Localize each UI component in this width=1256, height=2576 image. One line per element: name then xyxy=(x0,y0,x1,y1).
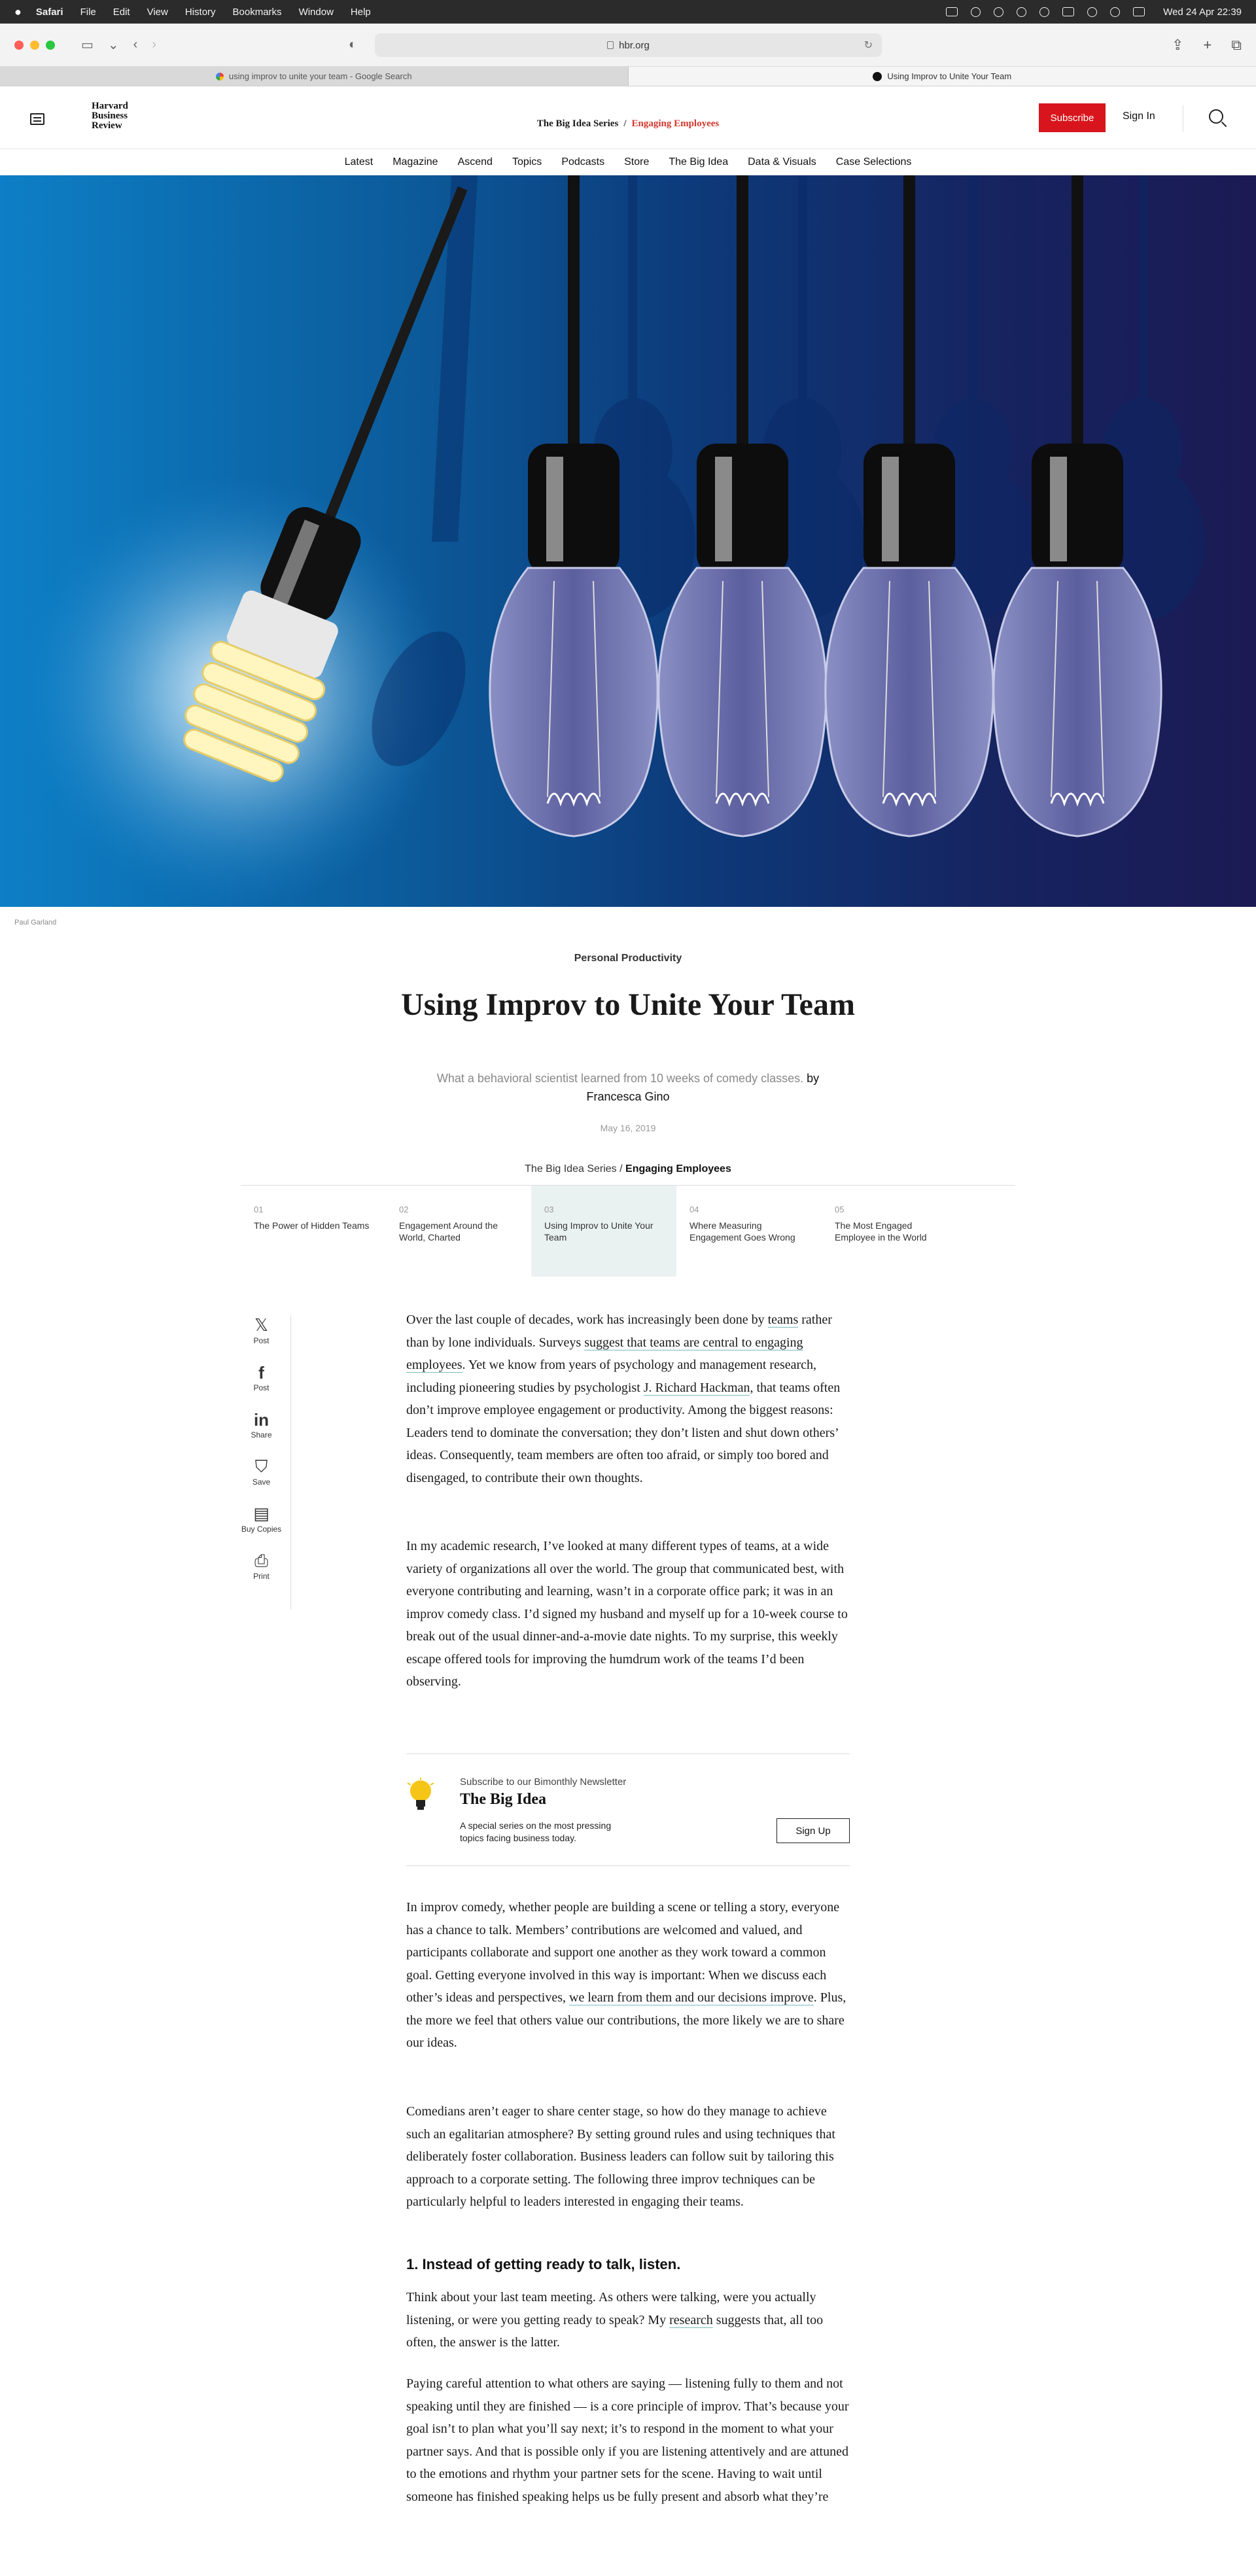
facebook-icon: f xyxy=(258,1363,264,1383)
menu-history[interactable]: History xyxy=(184,6,216,18)
share-icon[interactable]: ⇪ xyxy=(1171,36,1184,53)
newsletter-kicker: Subscribe to our Bimonthly Newsletter xyxy=(460,1776,627,1788)
minimize-window-button[interactable] xyxy=(30,41,39,50)
nav-ascend[interactable]: Ascend xyxy=(457,156,493,168)
paragraph-text: Over the last couple of decades, work has increasingly been done by xyxy=(406,1313,768,1327)
newsletter-title: The Big Idea xyxy=(460,1791,547,1808)
nav-podcasts[interactable]: Podcasts xyxy=(561,156,605,168)
share-linkedin-button[interactable] xyxy=(232,1409,290,1439)
article-paragraph xyxy=(406,1896,850,2055)
lock-icon xyxy=(607,41,614,49)
series-item-title: The Most Engaged Employee in the World xyxy=(835,1220,927,1243)
article-paragraph: Paying careful attention to what others are saying — listening fully to them and not speaking until they are finished — is a core principle of improv. That’s because your goal isn’t to plan what you’ll say next; it’s to respond in the moment to what your partner says. And that is possible only if you are listening attentively and are attuned to the emotions and rhythm your partner sets for the scene. Having to wait until someone has finished speaking helps us be fully present and absorb what they’re xyxy=(406,2376,849,2504)
inline-link[interactable]: research xyxy=(669,2312,713,2327)
section-heading: 1. Instead of getting ready to talk, listen. xyxy=(406,2256,681,2272)
series-item-number: 03 xyxy=(544,1205,554,1214)
forward-button[interactable]: › xyxy=(152,37,157,52)
hbr-favicon-icon xyxy=(873,72,882,81)
nav-magazine[interactable]: Magazine xyxy=(392,156,438,168)
address-bar[interactable] xyxy=(375,33,882,57)
series-item-number: 02 xyxy=(399,1205,409,1214)
paragraph-text: , that teams often don’t improve employee engagement or productivity. Among the biggest reasons: Leaders tend to dominate the conversation; they don’t listen and shut down others’ ideas. Consequently, team members are often too afraid, or simply too bored and disengaged, to contribute their own thoughts. xyxy=(406,1380,841,1485)
series-name[interactable]: Engaging Employees xyxy=(625,1163,731,1174)
wifi-icon[interactable] xyxy=(1087,7,1097,17)
inline-link[interactable]: we learn from them and our decisions improve xyxy=(569,1990,814,2005)
article-dek xyxy=(392,1069,864,1106)
linkedin-icon: in xyxy=(253,1410,270,1430)
share-label: Buy Copies xyxy=(241,1525,282,1534)
sign-up-button[interactable]: Sign Up xyxy=(776,1818,850,1843)
inline-link[interactable]: suggest that teams are central to engaging employees xyxy=(406,1335,803,1372)
google-favicon-icon xyxy=(216,73,224,80)
zoom-window-button[interactable] xyxy=(46,41,55,50)
tab-grid-icon[interactable]: ⧉ xyxy=(1231,36,1242,53)
series-label-link[interactable]: The Big Idea Series xyxy=(536,118,619,129)
share-label: Save xyxy=(252,1477,271,1487)
lightbulb-icon xyxy=(406,1778,435,1812)
paragraph-text: In improv comedy, whether people are building a scene or telling a story, everyone has a chance to talk. Members’ contributions are welcomed and valued, and participants collaborate and support one another as they work toward a common goal. Getting everyone involved in this way is important: When we discuss each other’s ideas and perspectives, xyxy=(406,1900,840,2005)
article-title: Using Improv to Unite Your Team xyxy=(401,987,855,1022)
series-item-current[interactable] xyxy=(531,1186,676,1277)
menu-file[interactable]: File xyxy=(80,6,96,18)
battery-icon[interactable] xyxy=(1062,7,1074,16)
menu-window[interactable]: Window xyxy=(298,6,334,18)
series-separator: / xyxy=(619,1163,623,1174)
topic-kicker[interactable]: Personal Productivity xyxy=(574,953,682,964)
paragraph-text: rather than by lone individuals. Surveys xyxy=(406,1313,832,1350)
nav-store[interactable]: Store xyxy=(624,156,650,168)
subscribe-button[interactable]: Subscribe xyxy=(1039,103,1106,132)
series-item-number: 05 xyxy=(835,1205,845,1214)
series-item[interactable] xyxy=(676,1186,822,1277)
tab-google-search[interactable] xyxy=(0,67,629,86)
newsletter-signup xyxy=(406,1754,850,1866)
inline-link[interactable]: J. Richard Hackman xyxy=(643,1380,750,1395)
series-item-number: 01 xyxy=(254,1205,264,1214)
article-paragraph xyxy=(406,2286,850,2354)
series-item-title: Using Improv to Unite Your Team xyxy=(544,1220,654,1243)
x-icon: 𝕏 xyxy=(254,1316,268,1335)
share-rail xyxy=(232,1315,291,1610)
main-nav xyxy=(0,149,1256,175)
menu-edit[interactable]: Edit xyxy=(113,6,130,18)
share-facebook-button[interactable] xyxy=(232,1362,290,1392)
bookmark-icon: ⛉ xyxy=(254,1457,268,1477)
close-window-button[interactable] xyxy=(14,41,24,50)
menu-bookmarks[interactable]: Bookmarks xyxy=(232,6,282,18)
airdrop-icon[interactable] xyxy=(1039,7,1049,17)
search-icon[interactable] xyxy=(1209,109,1223,124)
series-navigation xyxy=(241,1185,1015,1277)
breadcrumb-separator: / xyxy=(623,118,627,129)
series-item-title: The Power of Hidden Teams xyxy=(254,1220,370,1231)
share-x-button[interactable] xyxy=(232,1315,290,1345)
spotlight-icon[interactable] xyxy=(1110,7,1120,17)
share-label: Share xyxy=(251,1430,272,1439)
copies-icon: ▤ xyxy=(253,1504,270,1524)
address-text: hbr.org xyxy=(619,39,650,51)
privacy-report-icon[interactable]: ◐ xyxy=(349,37,357,52)
buy-copies-button[interactable] xyxy=(232,1504,290,1534)
series-topic-link[interactable]: Engaging Employees xyxy=(631,118,720,129)
nav-latest[interactable]: Latest xyxy=(344,156,374,168)
paragraph-text: suggests that, all too often, the answer is the latter. xyxy=(406,2312,824,2350)
series-item-title: Engagement Around the World, Charted xyxy=(399,1220,498,1243)
save-button[interactable] xyxy=(232,1456,290,1487)
tab-label: using improv to unite your team - Google Search xyxy=(228,71,412,81)
menu-clock[interactable]: Wed 24 Apr 22:39 xyxy=(1163,6,1242,18)
light-bulbs-illustration xyxy=(0,175,1256,907)
tab-label: Using Improv to Unite Your Team xyxy=(887,71,1012,81)
status-icon[interactable] xyxy=(994,7,1003,17)
dek-text: What a behavioral scientist learned from 10 weeks of comedy classes. xyxy=(436,1072,804,1085)
tab-overview-chevron-icon[interactable]: ⌄ xyxy=(107,38,119,52)
window-controls xyxy=(14,41,55,50)
image-credit: Paul Garland xyxy=(14,919,57,926)
creative-cloud-icon[interactable] xyxy=(971,7,981,17)
sign-in-link[interactable]: Sign In xyxy=(1123,111,1155,122)
macos-menu-bar xyxy=(0,0,1256,24)
menu-safari[interactable]: Safari xyxy=(35,6,63,18)
nav-topics[interactable]: Topics xyxy=(512,156,542,168)
logo-line: Harvard xyxy=(92,101,128,111)
tab-hbr-article[interactable] xyxy=(629,67,1256,86)
author-link[interactable]: Francesca Gino xyxy=(586,1090,670,1103)
byline-by: by xyxy=(807,1072,820,1085)
paragraph-text: . Plus, the more we feel that others value our contributions, the more likely we are to share our ideas. xyxy=(406,1990,846,2050)
series-prefix[interactable]: The Big Idea Series xyxy=(525,1163,617,1174)
series-item-number: 04 xyxy=(689,1205,699,1214)
apple-menu-icon[interactable]: ● xyxy=(14,5,22,18)
series-item-title: Where Measuring Engagement Goes Wrong xyxy=(689,1220,795,1243)
menu-view[interactable]: View xyxy=(147,6,168,18)
nav-case-selections[interactable]: Case Selections xyxy=(835,156,912,168)
series-item[interactable] xyxy=(386,1186,531,1277)
tab-bar xyxy=(0,67,1256,86)
print-button[interactable] xyxy=(232,1551,290,1581)
series-title-line xyxy=(0,1163,1256,1175)
series-item[interactable] xyxy=(822,1186,967,1277)
new-tab-icon[interactable]: + xyxy=(1203,36,1212,53)
share-label: Post xyxy=(253,1383,270,1392)
paragraph-text: . Yet we know from years of psychology and management research, including pioneering studies by psychologist xyxy=(406,1358,817,1395)
publish-date: May 16, 2019 xyxy=(600,1123,656,1133)
logo-line: Review xyxy=(92,120,122,131)
inline-link[interactable]: teams xyxy=(767,1313,799,1327)
site-header xyxy=(0,87,1256,149)
nav-data-visuals[interactable]: Data & Visuals xyxy=(748,156,816,168)
sidebar-toggle-icon[interactable]: ▭ xyxy=(81,38,94,52)
back-button[interactable]: ‹ xyxy=(133,37,138,52)
browser-toolbar xyxy=(0,24,1256,67)
newsletter-description: A special series on the most pressing topics facing business today. xyxy=(460,1820,612,1843)
share-label: Post xyxy=(253,1336,270,1345)
hero-image xyxy=(0,175,1256,907)
article-paragraph: In my academic research, I’ve looked at many different types of teams, at a wide variety of organizations all over the world. The group that communicated best, with everyone contributing and learning, wasn’t in a corporate office park; it was in an improv comedy class. I’d signed my husband and myself up for a 10-week course to break out of the usual dinner-and-a-movie date nights. To my surprise, this weekly escape offered tools for improving the humdrum work of the teams I’d been observing. xyxy=(406,1539,848,1689)
print-icon: ⎙ xyxy=(254,1551,268,1571)
reload-icon[interactable]: ↻ xyxy=(864,40,873,51)
article-paragraph xyxy=(406,1309,850,1489)
paragraph-text: Think about your last team meeting. As others were talking, were you actually listening, or were you getting ready to speak? My xyxy=(406,2290,816,2327)
article-paragraph: Comedians aren’t eager to share center stage, so how do they manage to achieve such an egalitarian atmosphere? By setting ground rules and using techniques that deliberately foster collaboration. Business leaders can follow suit by tailoring this approach to a corporate setting. The following three improv techniques can be particularly helpful to leaders interested in engaging their teams. xyxy=(406,2104,835,2209)
share-label: Print xyxy=(253,1572,270,1581)
nav-the-big-idea[interactable]: The Big Idea xyxy=(669,156,729,168)
control-center-icon[interactable] xyxy=(1133,7,1145,16)
time-machine-icon[interactable] xyxy=(1017,7,1026,17)
series-item[interactable] xyxy=(241,1186,386,1277)
logo-line: Business xyxy=(92,111,128,121)
menu-help[interactable]: Help xyxy=(350,6,371,18)
dropbox-icon[interactable] xyxy=(946,7,958,16)
